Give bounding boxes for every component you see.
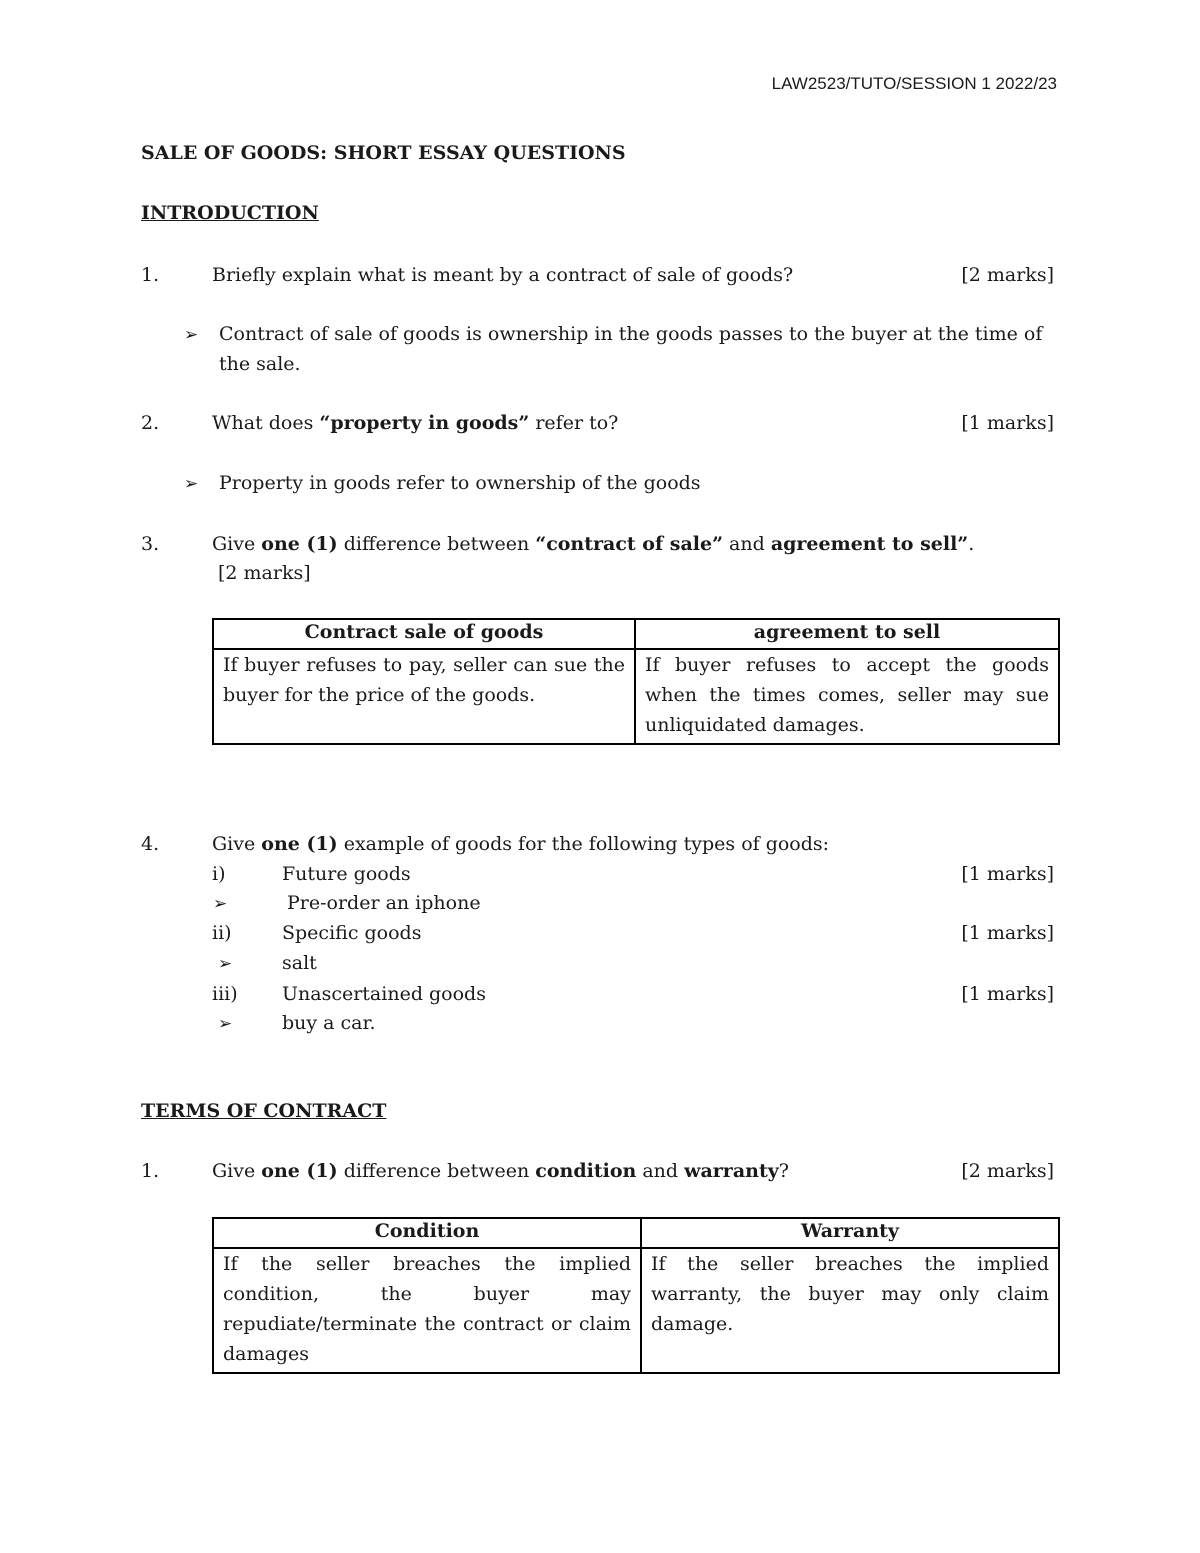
arrow-bullet-icon: ➢: [184, 474, 199, 494]
question-marks: [2 marks]: [218, 562, 311, 584]
answer-text: salt: [282, 952, 317, 974]
table-header: Contract sale of goods: [213, 619, 635, 649]
section-terms-of-contract: TERMS OF CONTRACT: [141, 1100, 387, 1122]
comparison-table: [212, 1217, 1060, 1374]
question-marks: [1 marks]: [961, 863, 1054, 885]
question-marks: [1 marks]: [961, 412, 1054, 434]
item-roman: i): [212, 863, 226, 885]
table-cell: If buyer refuses to accept the goods when the times comes, seller may sue unliquidated damages.: [635, 649, 1059, 744]
document-title: SALE OF GOODS: SHORT ESSAY QUESTIONS: [141, 142, 626, 164]
comparison-table: [212, 618, 1060, 745]
arrow-bullet-icon: ➢: [218, 954, 233, 974]
answer-text: buy a car.: [282, 1012, 376, 1034]
answer-text: Pre-order an iphone: [287, 892, 481, 914]
document-header: LAW2523/TUTO/SESSION 1 2022/23: [771, 74, 1057, 93]
item-label: Future goods: [282, 863, 411, 885]
arrow-bullet-icon: ➢: [213, 894, 228, 914]
question-marks: [1 marks]: [961, 983, 1054, 1005]
question-marks: [1 marks]: [961, 922, 1054, 944]
question-text: What does “property in goods” refer to?: [212, 412, 619, 434]
question-number: 2.: [141, 412, 160, 434]
section-introduction: INTRODUCTION: [141, 202, 319, 224]
question-text: Give one (1) difference between condition and warranty?: [212, 1160, 789, 1182]
question-text: Give one (1) difference between “contract of sale” and agreement to sell”.: [212, 533, 975, 555]
question-text: Give one (1) example of goods for the following types of goods:: [212, 833, 830, 855]
question-marks: [2 marks]: [961, 264, 1054, 286]
item-label: Specific goods: [282, 922, 422, 944]
table-cell: If buyer refuses to pay, seller can sue the buyer for the price of the goods.: [213, 649, 635, 744]
table-header: Warranty: [641, 1218, 1059, 1248]
question-text: Briefly explain what is meant by a contract of sale of goods?: [212, 264, 794, 286]
question-marks: [2 marks]: [961, 1160, 1054, 1182]
question-number: 3.: [141, 533, 160, 555]
table-cell: If the seller breaches the implied condition, the buyer may repudiate/terminate the contract or claim damages: [213, 1248, 641, 1373]
item-roman: iii): [212, 983, 238, 1005]
question-number: 1.: [141, 1160, 160, 1182]
arrow-bullet-icon: ➢: [184, 325, 199, 345]
item-label: Unascertained goods: [282, 983, 486, 1005]
item-roman: ii): [212, 922, 232, 944]
arrow-bullet-icon: ➢: [218, 1014, 233, 1034]
table-cell: If the seller breaches the implied warranty, the buyer may only claim damage.: [641, 1248, 1059, 1373]
table-header: Condition: [213, 1218, 641, 1248]
question-number: 4.: [141, 833, 160, 855]
answer-text: Contract of sale of goods is ownership in the goods passes to the buyer at the time of the sale.: [219, 323, 1043, 375]
table-header: agreement to sell: [635, 619, 1059, 649]
question-number: 1.: [141, 264, 160, 286]
answer-text: Property in goods refer to ownership of the goods: [219, 472, 701, 494]
